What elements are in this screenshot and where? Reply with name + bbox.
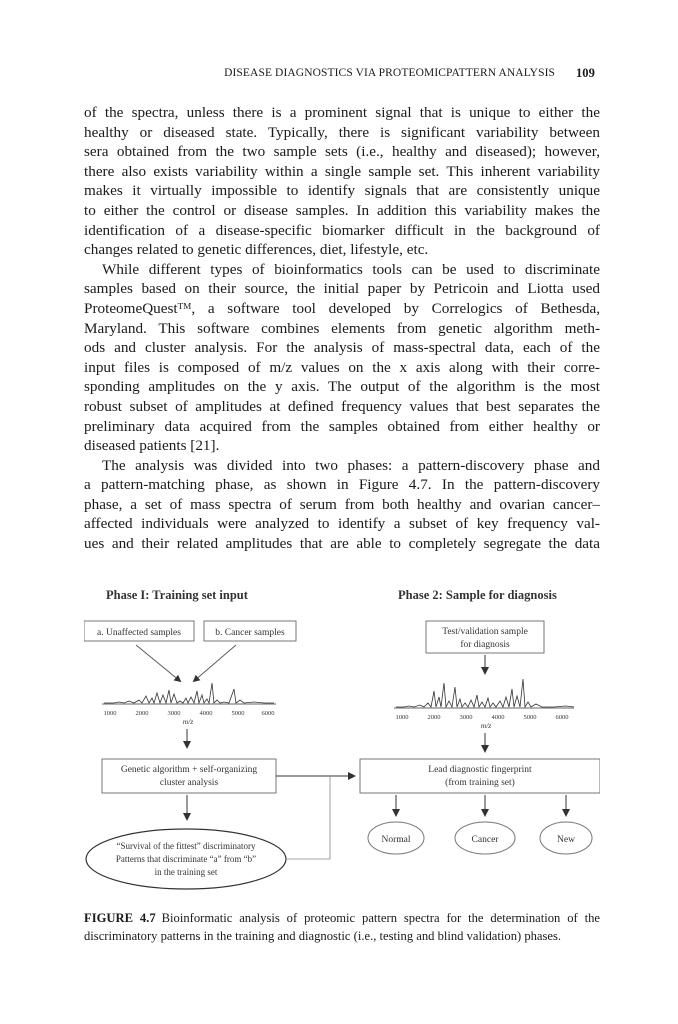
cancer-arrow [194, 645, 236, 681]
survival-line2: Patterns that discriminate “a” from “b” [115, 854, 257, 864]
right-mass-spectrum [394, 679, 574, 708]
workflow-diagram [84, 583, 600, 893]
phase2-title: Phase 2: Sample for diagnosis [398, 588, 557, 602]
text-line: changes related to genetic differences, diet, lifestyle, etc. [84, 241, 429, 259]
text-line: ProteomeQuestᵀᴹ, a software tool developed by Correlogics of Bethesda, [84, 299, 600, 317]
paragraph-2 [84, 260, 600, 456]
figure-caption [84, 910, 600, 945]
text-line: Maryland. This software combines elements from genetic algorithm meth- [84, 319, 600, 337]
text-line: samples based on their source, the initial paper by Petricoin and Liotta used [84, 280, 600, 298]
text-line: While different types of bioinformatics tools can be used to discriminate [102, 260, 600, 278]
caption-label: FIGURE 4.7 [84, 911, 156, 925]
text-line: ues and their related amplitudes that are able to completely segregate the data [84, 535, 600, 553]
figure-4-7 [84, 583, 600, 893]
text-line: The analysis was divided into two phases: a pattern-discovery phase and [102, 456, 600, 474]
text-line: a pattern-matching phase, as shown in Figure 4.7. In the pattern-discovery [84, 476, 600, 494]
lead-fingerprint-line1: Lead diagnostic fingerprint [428, 765, 532, 775]
text-line: diseased patients [21]. [84, 437, 220, 455]
cancer-samples-label: b. Cancer samples [215, 628, 285, 638]
text-line: makes it virtually impossible to identify signals that are consistently unique [84, 182, 600, 200]
text-line: phase, a set of mass spectra of serum from both healthy and ovarian cancer– [84, 495, 600, 513]
right-axis-tick: 2000 [427, 714, 441, 721]
left-axis-tick: 2000 [135, 710, 149, 717]
running-header [84, 66, 595, 82]
body-text [84, 103, 600, 554]
text-line: preliminary data acquired from the samples obtained from either healthy or [84, 417, 600, 435]
text-line: identification of a disease-specific biomarker difficult in the background of [84, 221, 600, 239]
survival-to-lead-connector [286, 776, 330, 859]
left-axis-tick: 1000 [103, 710, 117, 717]
phase1-title: Phase I: Training set input [106, 588, 248, 602]
text-line: there also exists variability within a single sample set. This inherent variability [84, 162, 600, 180]
text-line: to either the control or disease samples. In addition this variability makes the [84, 201, 600, 219]
right-axis-tick: 5000 [523, 714, 537, 721]
right-axis-tick: 6000 [555, 714, 569, 721]
unaffected-arrow [136, 645, 180, 681]
unaffected-samples-label: a. Unaffected samples [97, 628, 181, 638]
survival-line1: “Survival of the fittest” discriminatory [116, 841, 256, 851]
test-sample-line1: Test/validation sample [442, 627, 528, 637]
right-axis-label: m/z [480, 721, 492, 730]
text-line: of the spectra, unless there is a prominent signal that is unique to either the [84, 104, 600, 121]
right-axis-tick: 1000 [395, 714, 409, 721]
caption-text: Bioinformatic analysis of proteomic pattern spectra for the determination of the discriminatory patterns in the training and diagnostic (i.e., testing and blind validation) phases. [84, 911, 600, 943]
genetic-algorithm-line1: Genetic algorithm + self-organizing [120, 765, 258, 775]
text-line: affected individuals were analyzed to identify a subset of key frequency val- [84, 515, 600, 533]
left-axis-tick: 3000 [167, 710, 181, 717]
text-line: sera obtained from the two sample sets (i.e., healthy and diseased); however, [84, 143, 600, 161]
page-number: 109 [575, 66, 595, 80]
right-axis-tick: 3000 [459, 714, 473, 721]
outcome-cancer: Cancer [471, 835, 499, 845]
test-sample-line2: for diagnosis [460, 640, 510, 650]
outcome-new: New [557, 835, 575, 845]
right-axis-tick: 4000 [491, 714, 505, 721]
genetic-algorithm-line2: cluster analysis [159, 778, 219, 788]
text-line: input files is composed of m/z values on the x axis along with their corre- [84, 358, 600, 376]
outcome-normal: Normal [381, 835, 411, 845]
text-line: sponding amplitudes on the y axis. The output of the algorithm is the most [84, 378, 600, 396]
paragraph-3 [84, 456, 600, 554]
left-axis-tick: 6000 [261, 710, 275, 717]
text-line: robust subset of amplitudes at defined frequency values that best separates the [84, 397, 600, 415]
text-line: ods and cluster analysis. For the analysis of mass-spectral data, each of the [84, 339, 600, 357]
left-mass-spectrum [102, 683, 276, 704]
running-title: DISEASE DIAGNOSTICS VIA PROTEOMICPATTERN ANALYSIS [224, 67, 555, 79]
left-axis-label: m/z [182, 717, 194, 726]
left-axis-tick: 4000 [199, 710, 213, 717]
survival-line3: in the training set [154, 867, 218, 877]
left-axis-tick: 5000 [231, 710, 245, 717]
paragraph-1 [84, 103, 600, 260]
lead-fingerprint-line2: (from training set) [445, 778, 515, 788]
text-line: healthy or diseased state. Typically, there is significant variability between [84, 123, 600, 141]
